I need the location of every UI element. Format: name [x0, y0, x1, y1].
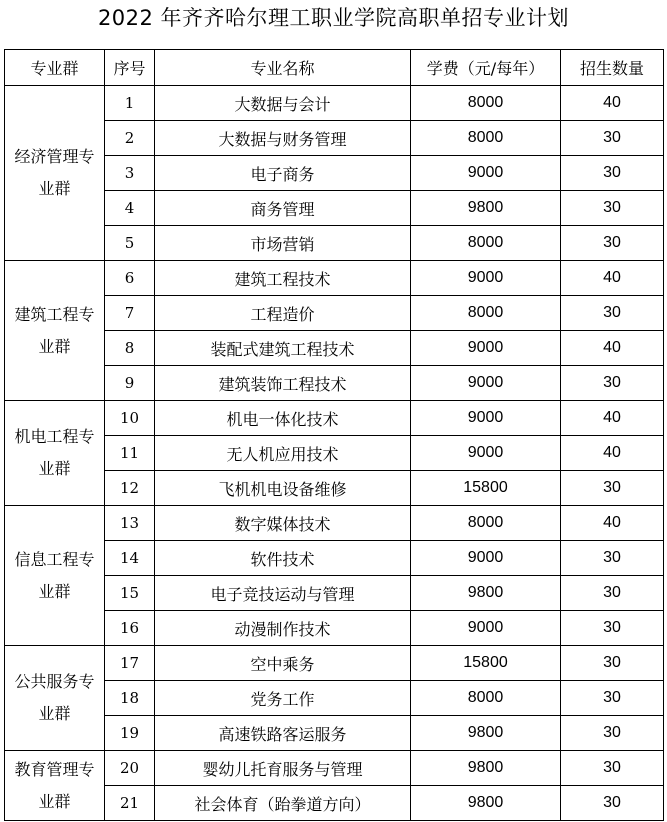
tuition-fee-cell: 9000 [411, 331, 561, 366]
tuition-fee-cell: 9800 [411, 786, 561, 821]
tuition-fee-cell: 9800 [411, 191, 561, 226]
enrollment-quota-cell: 30 [561, 786, 664, 821]
row-number-cell: 3 [105, 156, 155, 191]
group-name-cell: 建筑工程专业群 [5, 261, 105, 401]
row-number-cell: 7 [105, 296, 155, 331]
major-name-cell: 大数据与会计 [155, 86, 411, 121]
tuition-fee-cell: 9000 [411, 366, 561, 401]
row-number-cell: 4 [105, 191, 155, 226]
row-number-cell: 11 [105, 436, 155, 471]
enrollment-quota-cell: 40 [561, 331, 664, 366]
tuition-fee-cell: 9000 [411, 261, 561, 296]
row-number-cell: 15 [105, 576, 155, 611]
page-title: 2022 年齐齐哈尔理工职业学院高职单招专业计划 [97, 6, 570, 30]
major-name-cell: 建筑工程技术 [155, 261, 411, 296]
major-name-cell: 软件技术 [155, 541, 411, 576]
major-name-cell: 市场营销 [155, 226, 411, 261]
major-name-cell: 社会体育（跆拳道方向） [155, 786, 411, 821]
major-name-cell: 婴幼儿托育服务与管理 [155, 751, 411, 786]
table-header-row [5, 50, 664, 86]
enrollment-quota-cell: 30 [561, 471, 664, 506]
enrollment-quota-cell: 30 [561, 156, 664, 191]
group-name-cell: 公共服务专业群 [5, 646, 105, 751]
tuition-fee-cell: 9000 [411, 541, 561, 576]
row-number-cell: 6 [105, 261, 155, 296]
enrollment-quota-cell: 30 [561, 296, 664, 331]
row-number-cell: 2 [105, 121, 155, 156]
major-name-cell: 党务工作 [155, 681, 411, 716]
row-number-cell: 20 [105, 751, 155, 786]
tuition-fee-cell: 9000 [411, 611, 561, 646]
enrollment-quota-cell: 30 [561, 611, 664, 646]
major-name-cell: 无人机应用技术 [155, 436, 411, 471]
table-body [5, 86, 664, 821]
enrollment-quota-cell: 30 [561, 541, 664, 576]
tuition-fee-cell: 15800 [411, 646, 561, 681]
row-number-cell: 17 [105, 646, 155, 681]
header-name: 专业名称 [155, 50, 411, 86]
major-name-cell: 电子商务 [155, 156, 411, 191]
enrollment-quota-cell: 30 [561, 576, 664, 611]
header-no: 序号 [105, 50, 155, 86]
tuition-fee-cell: 8000 [411, 681, 561, 716]
table-row [5, 506, 664, 541]
row-number-cell: 8 [105, 331, 155, 366]
group-name-cell: 信息工程专业群 [5, 506, 105, 646]
tuition-fee-cell: 9000 [411, 156, 561, 191]
major-name-cell: 电子竞技运动与管理 [155, 576, 411, 611]
tuition-fee-cell: 8000 [411, 121, 561, 156]
header-group: 专业群 [5, 50, 105, 86]
tuition-fee-cell: 8000 [411, 296, 561, 331]
tuition-fee-cell: 8000 [411, 506, 561, 541]
row-number-cell: 1 [105, 86, 155, 121]
enrollment-quota-cell: 40 [561, 401, 664, 436]
table-row [5, 86, 664, 121]
tuition-fee-cell: 9800 [411, 751, 561, 786]
row-number-cell: 5 [105, 226, 155, 261]
major-name-cell: 大数据与财务管理 [155, 121, 411, 156]
tuition-fee-cell: 9000 [411, 436, 561, 471]
enrollment-quota-cell: 30 [561, 226, 664, 261]
major-name-cell: 飞机机电设备维修 [155, 471, 411, 506]
tuition-fee-cell: 15800 [411, 471, 561, 506]
enrollment-plan-table [4, 49, 664, 821]
tuition-fee-cell: 8000 [411, 86, 561, 121]
tuition-fee-cell: 9800 [411, 716, 561, 751]
row-number-cell: 12 [105, 471, 155, 506]
enrollment-quota-cell: 30 [561, 751, 664, 786]
row-number-cell: 19 [105, 716, 155, 751]
enrollment-quota-cell: 30 [561, 681, 664, 716]
group-name-cell: 教育管理专业群 [5, 751, 105, 821]
row-number-cell: 13 [105, 506, 155, 541]
tuition-fee-cell: 9800 [411, 576, 561, 611]
tuition-fee-cell: 8000 [411, 226, 561, 261]
enrollment-quota-cell: 30 [561, 716, 664, 751]
enrollment-quota-cell: 40 [561, 261, 664, 296]
table-row [5, 646, 664, 681]
enrollment-quota-cell: 30 [561, 191, 664, 226]
major-name-cell: 机电一体化技术 [155, 401, 411, 436]
table-row [5, 751, 664, 786]
major-name-cell: 高速铁路客运服务 [155, 716, 411, 751]
enrollment-quota-cell: 40 [561, 506, 664, 541]
group-name-cell: 经济管理专业群 [5, 86, 105, 261]
row-number-cell: 21 [105, 786, 155, 821]
header-qty: 招生数量 [561, 50, 664, 86]
table-row [5, 261, 664, 296]
group-name-cell: 机电工程专业群 [5, 401, 105, 506]
row-number-cell: 9 [105, 366, 155, 401]
row-number-cell: 18 [105, 681, 155, 716]
tuition-fee-cell: 9000 [411, 401, 561, 436]
header-fee: 学费（元/每年） [411, 50, 561, 86]
major-name-cell: 装配式建筑工程技术 [155, 331, 411, 366]
enrollment-quota-cell: 40 [561, 86, 664, 121]
major-name-cell: 动漫制作技术 [155, 611, 411, 646]
table-row [5, 401, 664, 436]
enrollment-quota-cell: 40 [561, 436, 664, 471]
row-number-cell: 10 [105, 401, 155, 436]
major-name-cell: 建筑装饰工程技术 [155, 366, 411, 401]
major-name-cell: 数字媒体技术 [155, 506, 411, 541]
row-number-cell: 14 [105, 541, 155, 576]
enrollment-quota-cell: 30 [561, 646, 664, 681]
major-name-cell: 商务管理 [155, 191, 411, 226]
major-name-cell: 工程造价 [155, 296, 411, 331]
enrollment-quota-cell: 30 [561, 366, 664, 401]
enrollment-quota-cell: 30 [561, 121, 664, 156]
major-name-cell: 空中乘务 [155, 646, 411, 681]
row-number-cell: 16 [105, 611, 155, 646]
